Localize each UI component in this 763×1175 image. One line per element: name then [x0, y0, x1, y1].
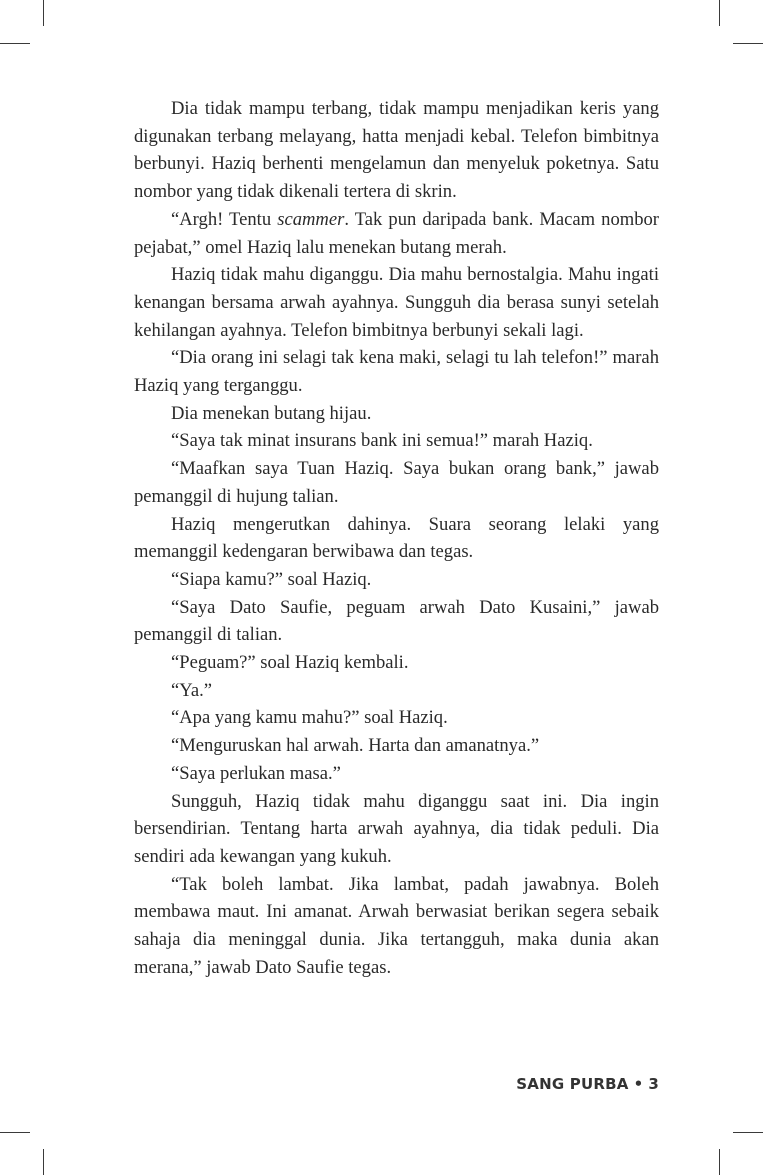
page-number: 3 [648, 1075, 659, 1093]
paragraph: Haziq mengerutkan dahinya. Suara seorang lelaki yang memanggil kedengaran berwibawa dan tegas. [134, 513, 659, 563]
crop-mark-bottom-left-horizontal [0, 1132, 30, 1133]
paragraph [134, 206, 659, 261]
italic-word: scammer [277, 208, 345, 230]
paragraph: Haziq tidak mahu diganggu. Dia mahu bernostalgia. Mahu ingati kenangan bersama arwah ayahnya. Sungguh dia berasa sunyi setelah kehilangan ayahnya. Telefon bimbitnya berbunyi sekali lagi. [134, 264, 659, 341]
crop-mark-bottom-right-vertical [719, 1149, 720, 1175]
paragraph: “Siapa kamu?” soal Haziq. [171, 568, 372, 590]
paragraph: Dia menekan butang hijau. [171, 402, 372, 424]
crop-mark-bottom-left-vertical [43, 1149, 44, 1175]
paragraph: Sungguh, Haziq tidak mahu diganggu saat ini. Dia ingin bersendirian. Tentang harta arwah ayahnya, dia tidak peduli. Dia sendiri ada kewangan yang kukuh. [134, 790, 659, 867]
book-title: SANG PURBA [516, 1075, 629, 1093]
paragraph: “Saya perlukan masa.” [171, 762, 341, 784]
paragraph: “Menguruskan hal arwah. Harta dan amanatnya.” [171, 735, 540, 757]
body-text [134, 95, 659, 982]
page-footer [516, 1075, 659, 1093]
paragraph: “Tak boleh lambat. Jika lambat, padah jawabnya. Boleh membawa maut. Ini amanat. Arwah berwasiat berikan segera sebaik sahaja dia meninggal dunia. Jika tertangguh, maka dunia akan merana,” jawab Dato Saufie tegas. [134, 873, 659, 978]
paragraph: “Dia orang ini selagi tak kena maki, selagi tu lah telefon!” marah Haziq yang terganggu. [134, 347, 659, 397]
paragraph: “Saya Dato Saufie, peguam arwah Dato Kusaini,” jawab pemanggil di talian. [134, 596, 659, 646]
paragraph-text: . Tak pun daripada bank. Macam nombor pejabat,” omel Haziq lalu menekan butang merah. [134, 208, 659, 258]
paragraph: “Apa yang kamu mahu?” soal Haziq. [171, 707, 448, 729]
crop-mark-top-left-horizontal [0, 43, 30, 44]
footer-separator: • [633, 1075, 644, 1093]
crop-mark-top-right-vertical [719, 0, 720, 26]
crop-mark-top-left-vertical [43, 0, 44, 26]
crop-mark-bottom-right-horizontal [733, 1132, 763, 1133]
crop-mark-top-right-horizontal [733, 43, 763, 44]
paragraph: “Saya tak minat insurans bank ini semua!” marah Haziq. [171, 430, 593, 452]
paragraph: “Peguam?” soal Haziq kembali. [171, 652, 409, 674]
paragraph: “Maafkan saya Tuan Haziq. Saya bukan orang bank,” jawab pemanggil di hujung talian. [134, 458, 659, 507]
paragraph: Dia tidak mampu terbang, tidak mampu menjadikan keris yang digunakan terbang melayang, hatta menjadi kebal. Telefon bimbitnya berbunyi. Haziq berhenti mengelamun dan menyeluk poketnya. Satu nombor yang tidak dikenali tertera di skrin. [134, 98, 659, 203]
paragraph-text: “Argh! Tentu [171, 208, 278, 230]
paragraph: “Ya.” [171, 679, 212, 701]
